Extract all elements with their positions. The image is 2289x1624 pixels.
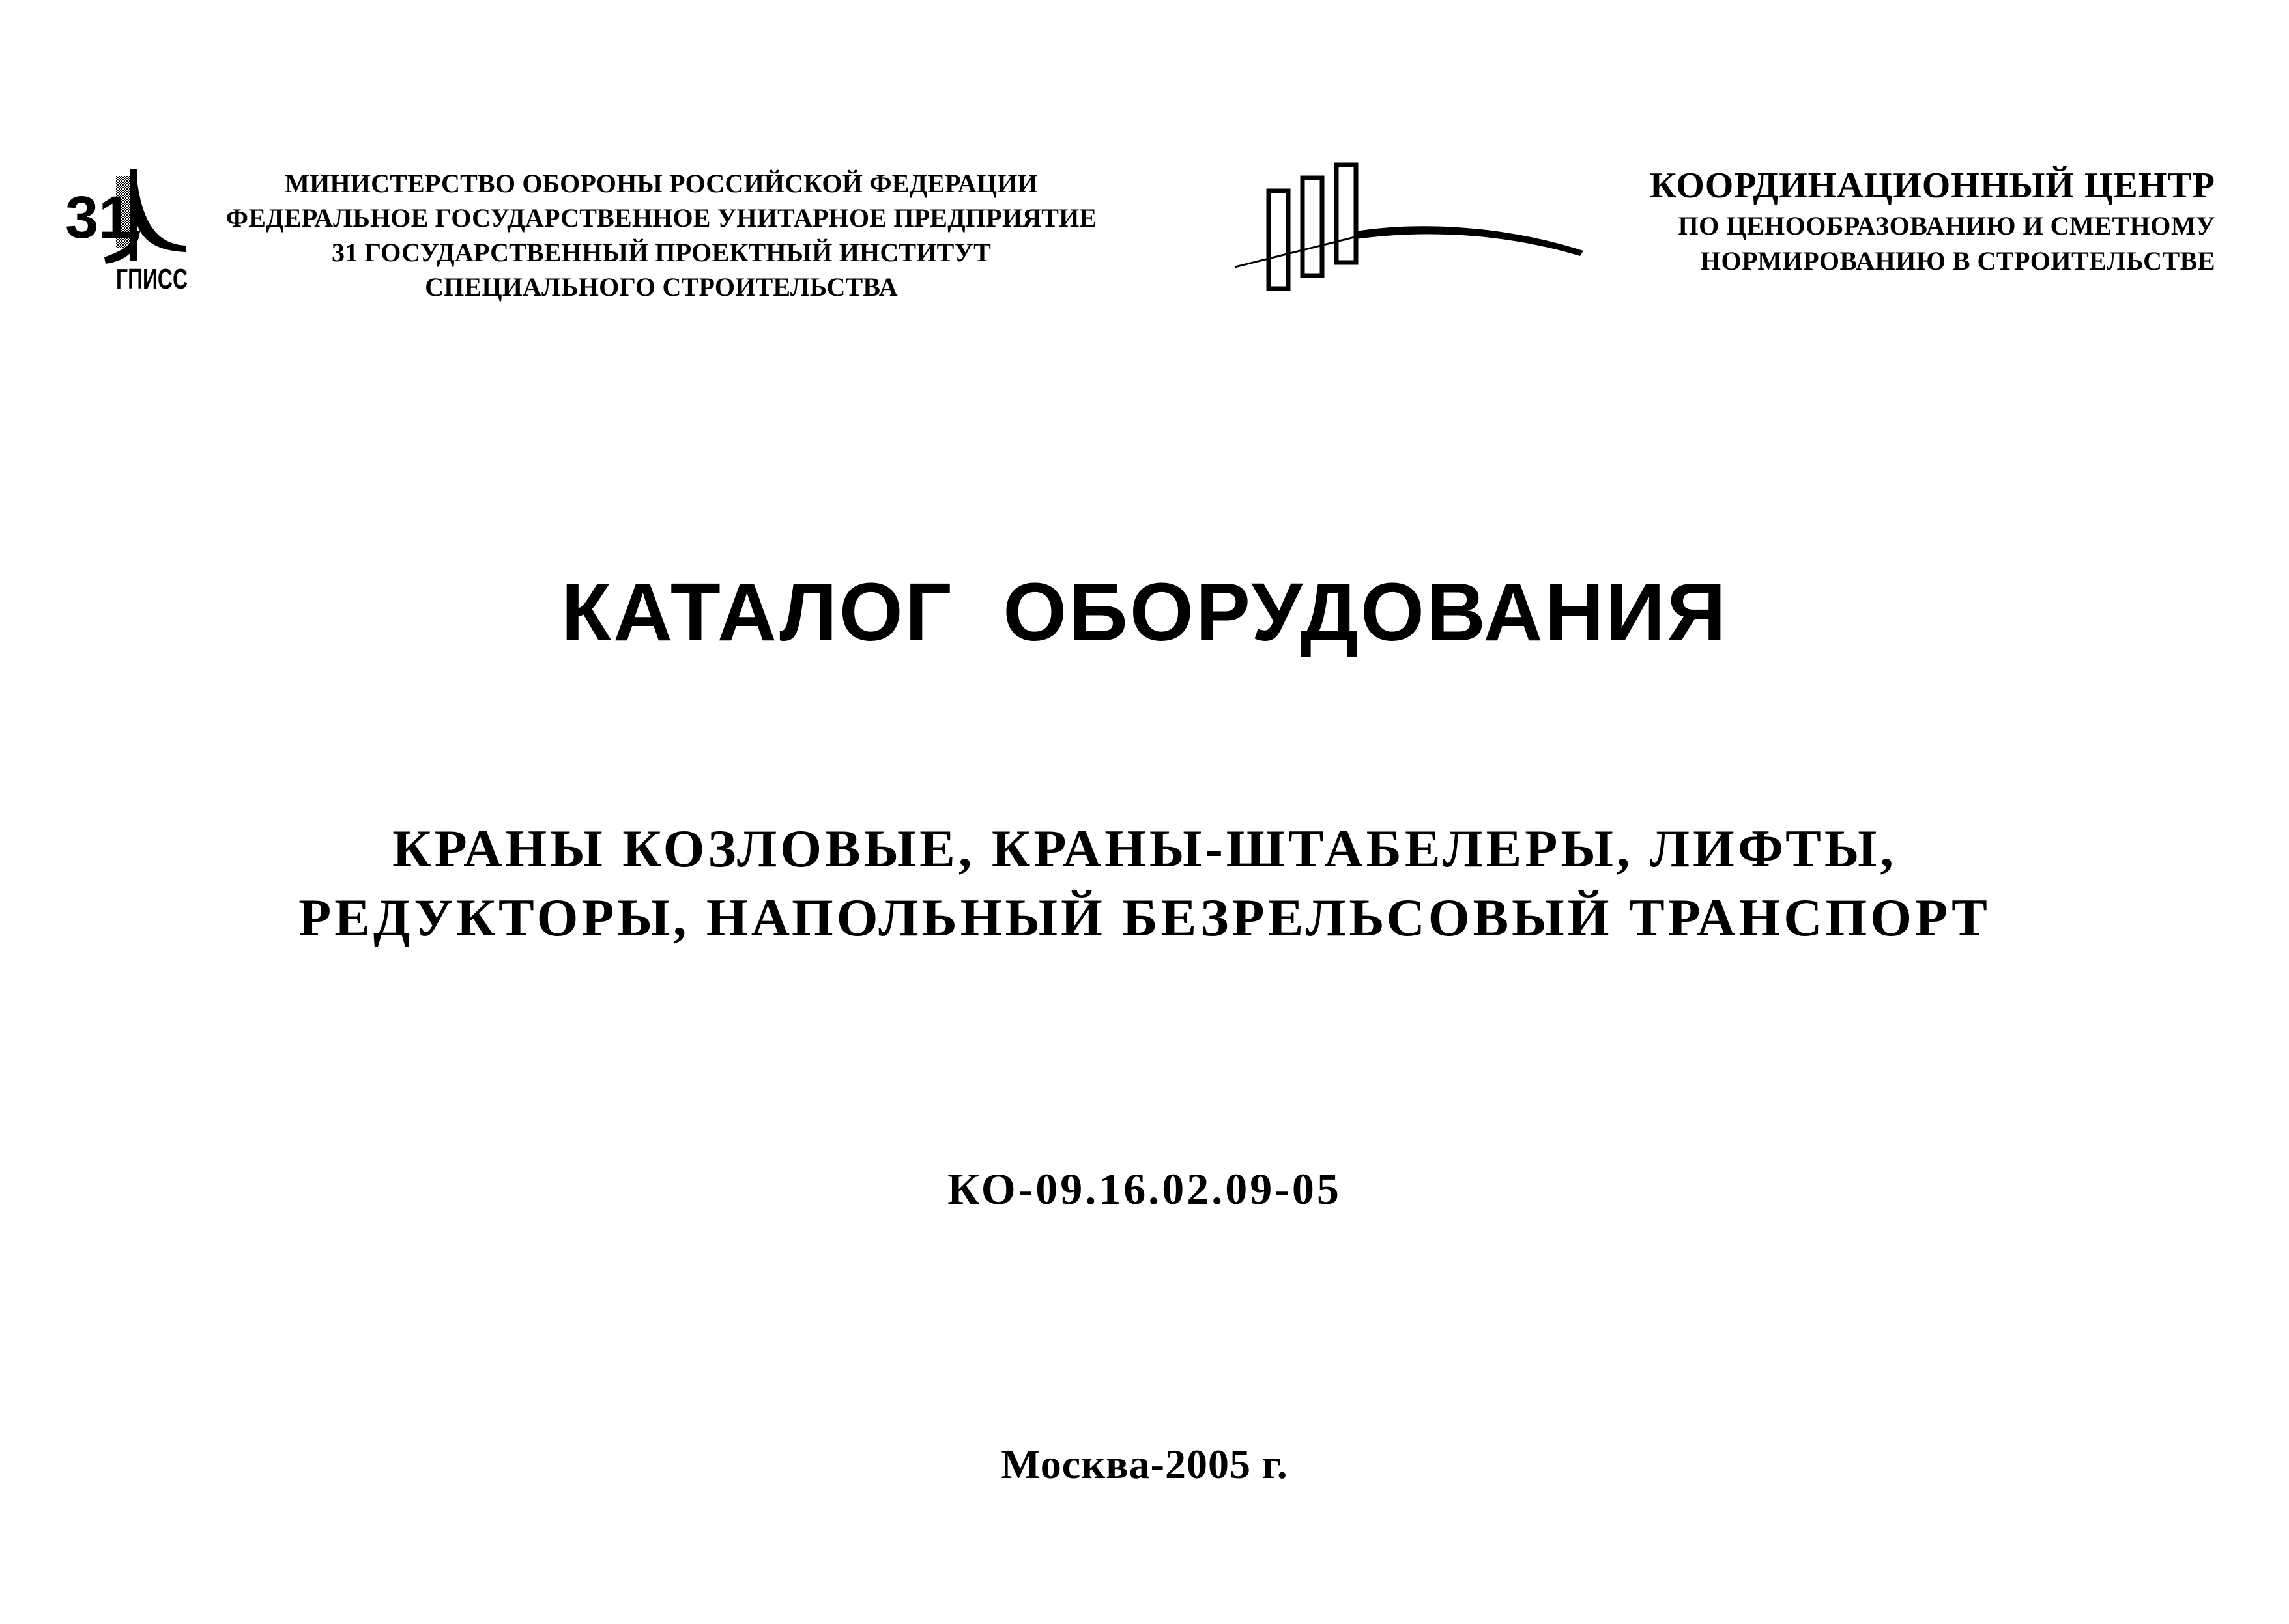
coordination-center-block (1564, 163, 2215, 279)
catalog-title: КАТАЛОГ ОБОРУДОВАНИЯ (561, 566, 1728, 658)
ministry-line-1: МИНИСТЕРСТВО ОБОРОНЫ РОССИЙСКОЙ ФЕДЕРАЦИИ (285, 169, 1038, 198)
coordination-center-title: КООРДИНАЦИОННЫЙ ЦЕНТР (1650, 165, 2215, 206)
logo-abbr: ГПИСС (116, 263, 188, 295)
subtitle-line-1: КРАНЫ КОЗЛОВЫЕ, КРАНЫ-ШТАБЕЛЕРЫ, ЛИФТЫ, (392, 819, 1897, 878)
ministry-block (199, 166, 1124, 304)
subtitle-line-2: РЕДУКТОРЫ, НАПОЛЬНЫЙ БЕЗРЕЛЬСОВЫЙ ТРАНСПОРТ (298, 888, 1991, 947)
coordination-center-line-3: НОРМИРОВАНИЮ В СТРОИТЕЛЬСТВЕ (1700, 246, 2215, 276)
31-gpiss-logo-icon (65, 166, 189, 296)
city-year: Москва-2005 г. (1001, 1441, 1288, 1487)
coordination-center-line-2: ПО ЦЕНООБРАЗОВАНИЮ И СМЕТНОМУ (1678, 211, 2215, 240)
ministry-line-4: СПЕЦИАЛЬНОГО СТРОИТЕЛЬСТВА (425, 272, 898, 302)
ministry-line-3: 31 ГОСУДАРСТВЕННЫЙ ПРОЕКТНЫЙ ИНСТИТУТ (332, 238, 991, 267)
coordination-center-logo-icon (1228, 160, 1593, 296)
logo-number: 31 (65, 184, 132, 251)
header-left (65, 166, 1134, 316)
catalog-code: КО-09.16.02.09-05 (947, 1164, 1342, 1214)
catalog-subtitle (0, 814, 2289, 952)
ministry-line-2: ФЕДЕРАЛЬНОЕ ГОСУДАРСТВЕННОЕ УНИТАРНОЕ ПРЕДПРИЯТИЕ (225, 203, 1097, 233)
